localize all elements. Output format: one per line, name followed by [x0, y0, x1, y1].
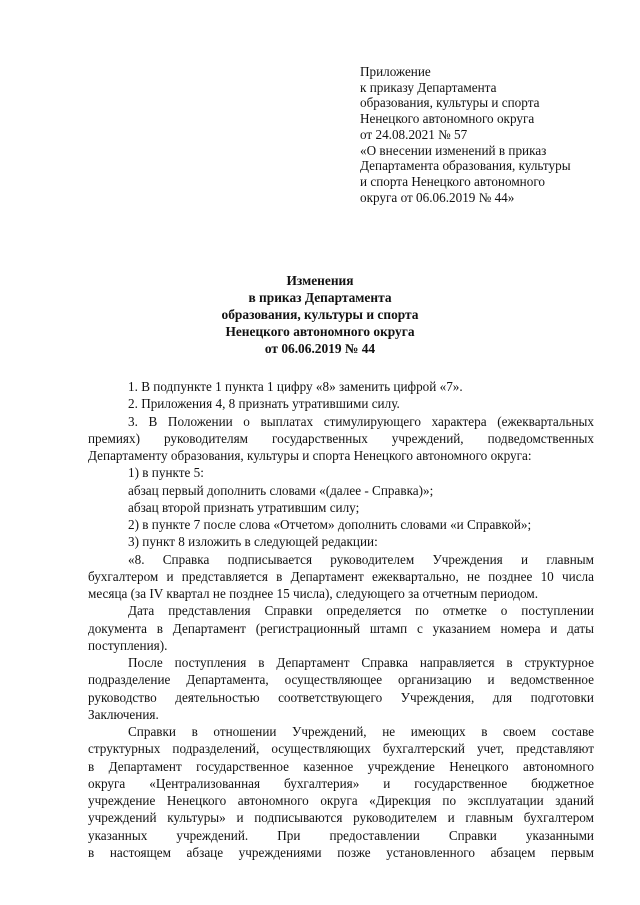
- body-line: абзац первый дополнить словами «(далее - Справка)»;: [128, 482, 434, 498]
- body-line: 1. В подпункте 1 пункта 1 цифру «8» заменить цифрой «7».: [128, 379, 463, 394]
- body-line: бухгалтером и представляется в Департамент ежеквартально, не позднее 10 числа: [88, 568, 594, 584]
- title-line: Изменения: [286, 273, 354, 288]
- body-line: Департаменту образования, культуры и спорта Ненецкого автономного округа:: [88, 448, 532, 463]
- title-line: от 06.06.2019 № 44: [264, 341, 376, 356]
- title-line: образования, культуры и спорта: [221, 307, 419, 322]
- body-line: Дата представления Справки определяется по отметке о поступлении: [128, 603, 594, 619]
- annex-line: Департамента образования, культуры: [360, 158, 571, 174]
- body-line: 2. Приложения 4, 8 признать утратившими силу.: [128, 396, 400, 412]
- annex-line: от 24.08.2021 № 57: [360, 126, 468, 142]
- annex-line: и спорта Ненецкого автономного: [360, 173, 546, 189]
- document-title: [0, 272, 640, 357]
- annex-header: [360, 64, 620, 205]
- body-line: 1) в пункте 5:: [128, 465, 204, 481]
- body-line: учреждение Ненецкого автономного округа «Дирекция по эксплуатации зданий: [88, 793, 594, 808]
- body-line: документа в Департамент (регистрационный штамп с указанием номера и даты: [88, 620, 594, 636]
- annex-line: Ненецкого автономного округа: [360, 111, 535, 127]
- body-line: округа «Централизованная бухгалтерия» и государственное бюджетное: [88, 775, 594, 791]
- annex-line: Приложение: [360, 64, 431, 79]
- title-line: в приказ Департамента: [248, 290, 392, 305]
- title-line: Ненецкого автономного округа: [225, 324, 415, 339]
- body-line: месяца (за IV квартал не позднее 15 числа), следующего за отчетным периодом.: [88, 586, 538, 601]
- body-line: 3) пункт 8 изложить в следующей редакции:: [128, 534, 378, 550]
- annex-line: «О внесении изменений в приказ: [360, 142, 547, 158]
- body-line: «8. Справка подписывается руководителем Учреждения и главным: [128, 551, 594, 567]
- body-line: 2) в пункте 7 после слова «Отчетом» дополнить словами «и Справкой»;: [128, 517, 532, 532]
- document-body: [88, 378, 594, 861]
- body-line: премиях) руководителям государственных учреждений, подведомственных: [88, 430, 594, 446]
- body-line: 3. В Положении о выплатах стимулирующего характера (ежеквартальных: [128, 413, 594, 429]
- body-line: абзац второй признать утратившим силу;: [128, 499, 360, 515]
- body-line: в Департамент государственное казенное учреждение Ненецкого автономного: [88, 758, 594, 774]
- body-line: указанных учреждений. При предоставлении Справки указанными: [88, 827, 594, 843]
- body-line: подразделение Департамента, осуществляющее организацию и ведомственное: [88, 672, 594, 688]
- body-line: в настоящем абзаце учреждениями позже установленного абзацем первым: [88, 844, 594, 860]
- body-line: После поступления в Департамент Справка направляется в структурное: [128, 655, 594, 670]
- body-line: Справки в отношении Учреждений, не имеющих в своем составе: [128, 724, 594, 739]
- body-line: Заключения.: [88, 706, 159, 722]
- body-line: руководство деятельностью соответствующего Учреждения, для подготовки: [88, 689, 594, 705]
- annex-line: округа от 06.06.2019 № 44»: [360, 189, 515, 205]
- body-line: учреждений культуры» и подписываются руководителем и главным бухгалтером: [88, 810, 594, 826]
- body-line: структурных подразделений, осуществляющих бухгалтерский учет, представляют: [88, 741, 594, 757]
- body-line: поступления).: [88, 637, 168, 653]
- annex-line: к приказу Департамента: [360, 79, 497, 95]
- annex-line: образования, культуры и спорта: [360, 95, 540, 111]
